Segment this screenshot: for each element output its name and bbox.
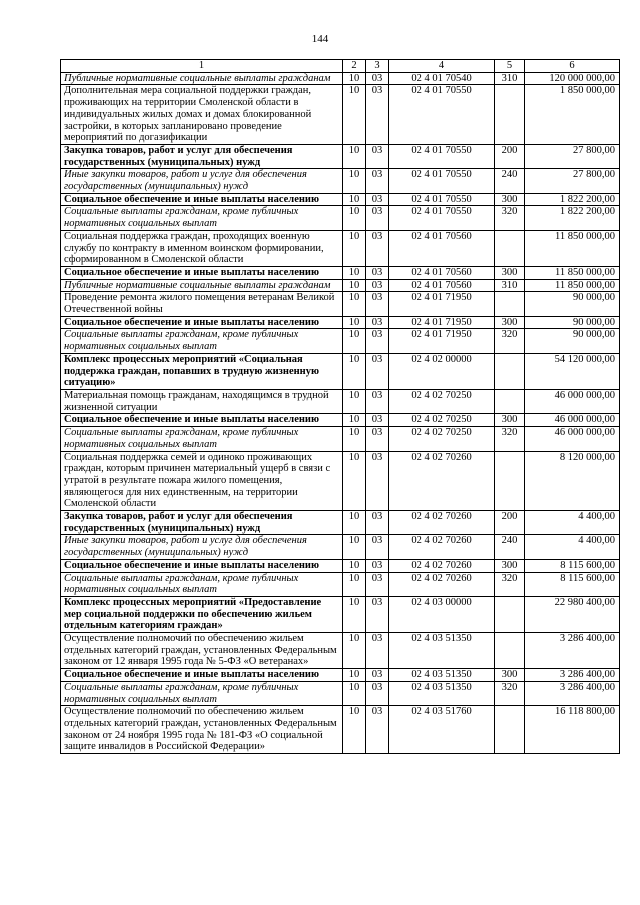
section-code: 10 <box>343 279 366 292</box>
table-row <box>61 85 620 145</box>
subsection-code: 03 <box>366 316 389 329</box>
section-code: 10 <box>343 72 366 85</box>
subsection-code: 03 <box>366 706 389 754</box>
table-row <box>61 169 620 193</box>
header-col-3: 3 <box>366 60 389 73</box>
table-row <box>61 596 620 632</box>
row-name: Комплекс процессных мероприятий «Социальная поддержка граждан, попавших в трудную жизненную ситуацию» <box>61 353 343 389</box>
target-article-code: 02 4 02 70250 <box>389 414 495 427</box>
subsection-code: 03 <box>366 353 389 389</box>
subsection-code: 03 <box>366 669 389 682</box>
target-article-code: 02 4 01 70540 <box>389 72 495 85</box>
expense-type-code <box>495 706 525 754</box>
expense-type-code <box>495 230 525 266</box>
expense-type-code: 310 <box>495 72 525 85</box>
row-name: Социальная поддержка граждан, проходящих военную службу по контракту в именном воинском формировании, сформированном в Смоленской области <box>61 230 343 266</box>
expense-type-code <box>495 85 525 145</box>
subsection-code: 03 <box>366 681 389 705</box>
header-col-5: 5 <box>495 60 525 73</box>
target-article-code: 02 4 01 70550 <box>389 144 495 168</box>
amount: 1 822 200,00 <box>525 206 620 230</box>
amount: 90 000,00 <box>525 329 620 353</box>
subsection-code: 03 <box>366 596 389 632</box>
section-code: 10 <box>343 389 366 413</box>
amount: 54 120 000,00 <box>525 353 620 389</box>
section-code: 10 <box>343 451 366 511</box>
table-row <box>61 633 620 669</box>
section-code: 10 <box>343 193 366 206</box>
amount: 3 286 400,00 <box>525 633 620 669</box>
header-col-6: 6 <box>525 60 620 73</box>
row-name: Комплекс процессных мероприятий «Предоставление мер социальной поддержки по обеспечению жильем отдельным категориям граждан» <box>61 596 343 632</box>
section-code: 10 <box>343 633 366 669</box>
subsection-code: 03 <box>366 266 389 279</box>
table-row <box>61 511 620 535</box>
table-body <box>61 72 620 753</box>
amount: 3 286 400,00 <box>525 669 620 682</box>
expense-type-code <box>495 353 525 389</box>
amount: 46 000 000,00 <box>525 389 620 413</box>
subsection-code: 03 <box>366 389 389 413</box>
target-article-code: 02 4 01 70550 <box>389 85 495 145</box>
subsection-code: 03 <box>366 230 389 266</box>
amount: 8 115 600,00 <box>525 572 620 596</box>
target-article-code: 02 4 02 70260 <box>389 535 495 559</box>
subsection-code: 03 <box>366 193 389 206</box>
table-row <box>61 451 620 511</box>
row-name: Социальное обеспечение и иные выплаты населению <box>61 414 343 427</box>
expense-type-code: 320 <box>495 572 525 596</box>
subsection-code: 03 <box>366 206 389 230</box>
amount: 90 000,00 <box>525 292 620 316</box>
table-row <box>61 669 620 682</box>
target-article-code: 02 4 01 70550 <box>389 169 495 193</box>
table-row <box>61 279 620 292</box>
section-code: 10 <box>343 414 366 427</box>
amount: 27 800,00 <box>525 169 620 193</box>
expense-type-code: 200 <box>495 511 525 535</box>
amount: 11 850 000,00 <box>525 266 620 279</box>
row-name: Закупка товаров, работ и услуг для обеспечения государственных (муниципальных) нужд <box>61 144 343 168</box>
amount: 46 000 000,00 <box>525 427 620 451</box>
expense-type-code: 300 <box>495 414 525 427</box>
section-code: 10 <box>343 353 366 389</box>
expense-type-code: 320 <box>495 681 525 705</box>
section-code: 10 <box>343 85 366 145</box>
expense-type-code: 310 <box>495 279 525 292</box>
row-name: Иные закупки товаров, работ и услуг для обеспечения государственных (муниципальных) нужд <box>61 169 343 193</box>
row-name: Публичные нормативные социальные выплаты гражданам <box>61 279 343 292</box>
row-name: Социальные выплаты гражданам, кроме публичных нормативных социальных выплат <box>61 572 343 596</box>
section-code: 10 <box>343 559 366 572</box>
section-code: 10 <box>343 292 366 316</box>
amount: 120 000 000,00 <box>525 72 620 85</box>
amount: 11 850 000,00 <box>525 230 620 266</box>
target-article-code: 02 4 01 71950 <box>389 292 495 316</box>
target-article-code: 02 4 02 00000 <box>389 353 495 389</box>
target-article-code: 02 4 01 70560 <box>389 230 495 266</box>
target-article-code: 02 4 03 51760 <box>389 706 495 754</box>
row-name: Социальные выплаты гражданам, кроме публичных нормативных социальных выплат <box>61 206 343 230</box>
header-col-2: 2 <box>343 60 366 73</box>
subsection-code: 03 <box>366 144 389 168</box>
expense-type-code: 320 <box>495 329 525 353</box>
expense-type-code: 320 <box>495 427 525 451</box>
table-header <box>61 60 620 73</box>
row-name: Социальное обеспечение и иные выплаты населению <box>61 669 343 682</box>
target-article-code: 02 4 02 70260 <box>389 451 495 511</box>
subsection-code: 03 <box>366 451 389 511</box>
table-row <box>61 193 620 206</box>
amount: 27 800,00 <box>525 144 620 168</box>
table-row <box>61 266 620 279</box>
table-row <box>61 535 620 559</box>
table-row <box>61 389 620 413</box>
section-code: 10 <box>343 427 366 451</box>
amount: 22 980 400,00 <box>525 596 620 632</box>
target-article-code: 02 4 01 70560 <box>389 266 495 279</box>
expense-type-code: 320 <box>495 206 525 230</box>
target-article-code: 02 4 01 70550 <box>389 193 495 206</box>
row-name: Социальные выплаты гражданам, кроме публичных нормативных социальных выплат <box>61 427 343 451</box>
section-code: 10 <box>343 706 366 754</box>
expense-type-code <box>495 292 525 316</box>
amount: 8 115 600,00 <box>525 559 620 572</box>
section-code: 10 <box>343 511 366 535</box>
expense-type-code <box>495 596 525 632</box>
amount: 1 850 000,00 <box>525 85 620 145</box>
expense-type-code: 200 <box>495 144 525 168</box>
expense-type-code: 300 <box>495 559 525 572</box>
target-article-code: 02 4 02 70260 <box>389 559 495 572</box>
expense-type-code: 300 <box>495 316 525 329</box>
subsection-code: 03 <box>366 572 389 596</box>
amount: 46 000 000,00 <box>525 414 620 427</box>
row-name: Дополнительная мера социальной поддержки граждан, проживающих на территории Смоленской области в индивидуальных жилых домах и домах блокированной застройки, в которых запланировано проведение мероприятий по догазификации <box>61 85 343 145</box>
target-article-code: 02 4 03 51350 <box>389 681 495 705</box>
row-name: Социальные выплаты гражданам, кроме публичных нормативных социальных выплат <box>61 329 343 353</box>
target-article-code: 02 4 03 51350 <box>389 669 495 682</box>
row-name: Социальные выплаты гражданам, кроме публичных нормативных социальных выплат <box>61 681 343 705</box>
subsection-code: 03 <box>366 85 389 145</box>
subsection-code: 03 <box>366 559 389 572</box>
subsection-code: 03 <box>366 329 389 353</box>
table-row <box>61 353 620 389</box>
amount: 16 118 800,00 <box>525 706 620 754</box>
target-article-code: 02 4 01 70560 <box>389 279 495 292</box>
subsection-code: 03 <box>366 511 389 535</box>
table-row <box>61 414 620 427</box>
amount: 11 850 000,00 <box>525 279 620 292</box>
table-row <box>61 559 620 572</box>
subsection-code: 03 <box>366 427 389 451</box>
amount: 4 400,00 <box>525 511 620 535</box>
table-row <box>61 144 620 168</box>
row-name: Иные закупки товаров, работ и услуг для обеспечения государственных (муниципальных) нужд <box>61 535 343 559</box>
expense-type-code <box>495 389 525 413</box>
expense-type-code: 300 <box>495 669 525 682</box>
row-name: Закупка товаров, работ и услуг для обеспечения государственных (муниципальных) нужд <box>61 511 343 535</box>
section-code: 10 <box>343 681 366 705</box>
target-article-code: 02 4 02 70260 <box>389 511 495 535</box>
section-code: 10 <box>343 596 366 632</box>
section-code: 10 <box>343 316 366 329</box>
section-code: 10 <box>343 572 366 596</box>
target-article-code: 02 4 02 70250 <box>389 427 495 451</box>
section-code: 10 <box>343 169 366 193</box>
page-number: 144 <box>311 33 329 45</box>
section-code: 10 <box>343 230 366 266</box>
table-row <box>61 292 620 316</box>
row-name: Социальное обеспечение и иные выплаты населению <box>61 316 343 329</box>
row-name: Социальное обеспечение и иные выплаты населению <box>61 559 343 572</box>
row-name: Социальная поддержка семей и одиноко проживающих граждан, которым причинен материальный ущерб в связи с утратой в результате пожара жилого помещения, являющегося для них единственным, на территории Смоленской области <box>61 451 343 511</box>
section-code: 10 <box>343 329 366 353</box>
subsection-code: 03 <box>366 414 389 427</box>
budget-table <box>60 59 620 754</box>
subsection-code: 03 <box>366 535 389 559</box>
section-code: 10 <box>343 266 366 279</box>
table-row <box>61 329 620 353</box>
subsection-code: 03 <box>366 72 389 85</box>
table-row <box>61 681 620 705</box>
amount: 3 286 400,00 <box>525 681 620 705</box>
section-code: 10 <box>343 535 366 559</box>
target-article-code: 02 4 01 70550 <box>389 206 495 230</box>
row-name: Социальное обеспечение и иные выплаты населению <box>61 266 343 279</box>
expense-type-code: 300 <box>495 193 525 206</box>
amount: 8 120 000,00 <box>525 451 620 511</box>
expense-type-code: 240 <box>495 535 525 559</box>
table-row <box>61 316 620 329</box>
expense-type-code: 300 <box>495 266 525 279</box>
section-code: 10 <box>343 144 366 168</box>
target-article-code: 02 4 01 71950 <box>389 329 495 353</box>
header-row <box>61 60 620 73</box>
subsection-code: 03 <box>366 633 389 669</box>
target-article-code: 02 4 02 70250 <box>389 389 495 413</box>
target-article-code: 02 4 03 51350 <box>389 633 495 669</box>
section-code: 10 <box>343 206 366 230</box>
row-name: Осуществление полномочий по обеспечению жильем отдельных категорий граждан, установленных Федеральным законом от 12 января 1995 года № 5-ФЗ «О ветеранах» <box>61 633 343 669</box>
table-row <box>61 706 620 754</box>
expense-type-code <box>495 633 525 669</box>
amount: 4 400,00 <box>525 535 620 559</box>
amount: 1 822 200,00 <box>525 193 620 206</box>
target-article-code: 02 4 01 71950 <box>389 316 495 329</box>
header-col-4: 4 <box>389 60 495 73</box>
subsection-code: 03 <box>366 292 389 316</box>
table-row <box>61 72 620 85</box>
table-row <box>61 572 620 596</box>
row-name: Материальная помощь гражданам, находящимся в трудной жизненной ситуации <box>61 389 343 413</box>
row-name: Публичные нормативные социальные выплаты гражданам <box>61 72 343 85</box>
row-name: Проведение ремонта жилого помещения ветеранам Великой Отечественной войны <box>61 292 343 316</box>
expense-type-code: 240 <box>495 169 525 193</box>
section-code: 10 <box>343 669 366 682</box>
target-article-code: 02 4 03 00000 <box>389 596 495 632</box>
header-col-1: 1 <box>61 60 343 73</box>
table-row <box>61 206 620 230</box>
table-row <box>61 230 620 266</box>
row-name: Социальное обеспечение и иные выплаты населению <box>61 193 343 206</box>
subsection-code: 03 <box>366 279 389 292</box>
row-name: Осуществление полномочий по обеспечению жильем отдельных категорий граждан, установленных Федеральным законом от 24 ноября 1995 года № 181-ФЗ «О социальной защите инвалидов в Российской Федерации» <box>61 706 343 754</box>
amount: 90 000,00 <box>525 316 620 329</box>
target-article-code: 02 4 02 70260 <box>389 572 495 596</box>
expense-type-code <box>495 451 525 511</box>
table-row <box>61 427 620 451</box>
subsection-code: 03 <box>366 169 389 193</box>
